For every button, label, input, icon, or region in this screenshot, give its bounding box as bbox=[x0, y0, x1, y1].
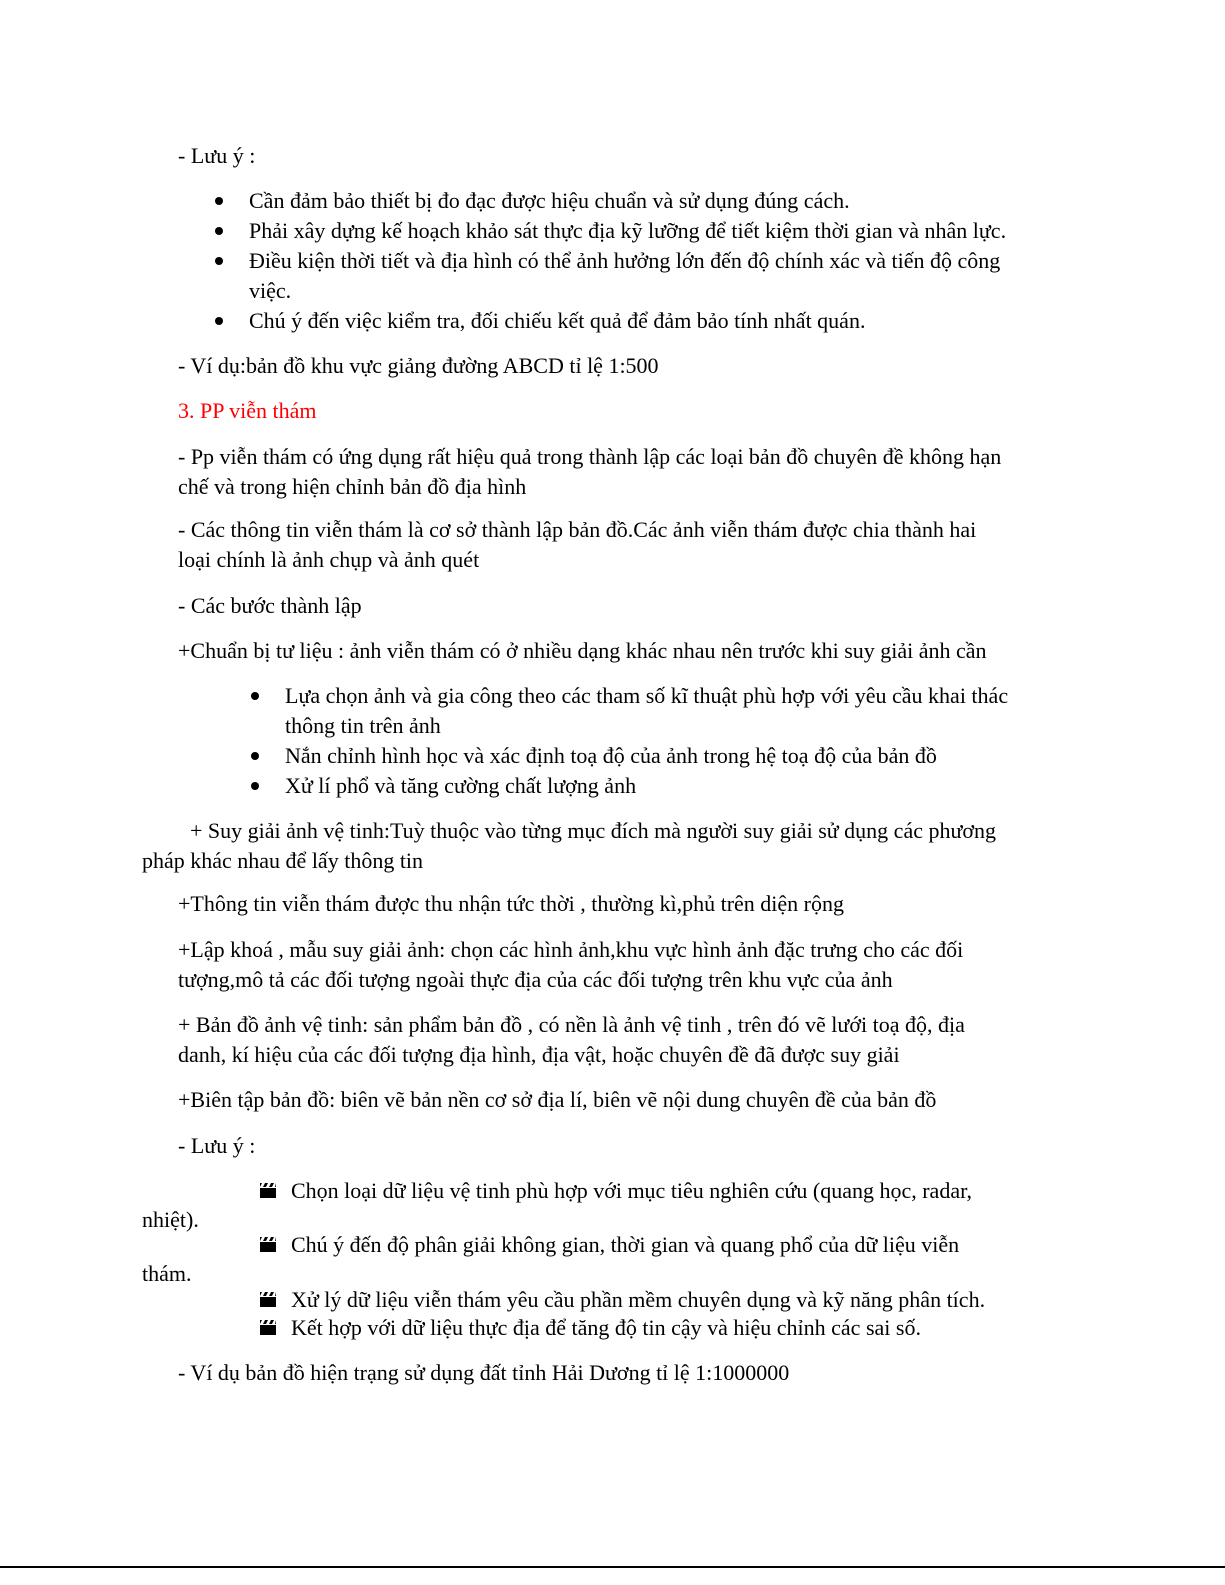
note-bullet: Chú ý đến việc kiểm tra, đối chiếu kết quả để đảm bảo tính nhất quán. bbox=[249, 308, 866, 333]
note2-item: Chú ý đến độ phân giải không gian, thời gian và quang phổ của dữ liệu viễn bbox=[291, 1232, 960, 1257]
note-heading: - Lưu ý : bbox=[178, 1133, 256, 1158]
paragraph: - Các thông tin viễn thám là cơ sở thành lập bản đồ.Các ảnh viễn thám được chia thành hai bbox=[178, 517, 977, 542]
note-bullet: Điều kiện thời tiết và địa hình có thể ảnh hưởng lớn đến độ chính xác và tiến độ công bbox=[249, 248, 1001, 273]
prep-bullet: Nắn chỉnh hình học và xác định toạ độ của ảnh trong hệ toạ độ của bản đồ bbox=[285, 743, 937, 768]
clapperboard-icon bbox=[259, 1319, 277, 1336]
steps-heading: - Các bước thành lập bbox=[178, 593, 362, 618]
note-bullet-cont: việc. bbox=[249, 278, 292, 303]
prep-bullet: Lựa chọn ảnh và gia công theo các tham số kĩ thuật phù hợp với yêu cầu khai thác bbox=[285, 683, 1009, 708]
info-line: +Thông tin viễn thám được thu nhận tức thời , thường kì,phủ trên diện rộng bbox=[178, 891, 844, 916]
bullet-dot bbox=[215, 227, 223, 235]
clapperboard-icon bbox=[259, 1182, 277, 1199]
bullet-dot bbox=[251, 752, 259, 760]
note-bullet: Phải xây dựng kế hoạch khảo sát thực địa kỹ lưỡng để tiết kiệm thời gian và nhân lực. bbox=[249, 218, 1007, 243]
section-title: 3. PP viễn thám bbox=[178, 398, 317, 423]
note2-item-cont: thám. bbox=[142, 1261, 192, 1286]
edit-line: +Biên tập bản đồ: biên vẽ bản nền cơ sở địa lí, biên vẽ nội dung chuyên đề của bản đồ bbox=[178, 1087, 937, 1112]
satmap-line: + Bản đồ ảnh vệ tinh: sản phẩm bản đồ , có nền là ảnh vệ tinh , trên đó vẽ lưới toạ độ, địa bbox=[178, 1012, 965, 1037]
example-line: - Ví dụ:bản đồ khu vực giảng đường ABCD tỉ lệ 1:500 bbox=[178, 353, 659, 378]
bullet-dot bbox=[251, 692, 259, 700]
example-line: - Ví dụ bản đồ hiện trạng sử dụng đất tỉnh Hải Dương tỉ lệ 1:1000000 bbox=[178, 1360, 790, 1385]
paragraph: - Pp viễn thám có ứng dụng rất hiệu quả trong thành lập các loại bản đồ chuyên đề không hạn bbox=[178, 444, 1002, 469]
note2-item: Chọn loại dữ liệu vệ tinh phù hợp với mục tiêu nghiên cứu (quang học, radar, bbox=[291, 1178, 973, 1203]
key-line: +Lập khoá , mẫu suy giải ảnh: chọn các hình ảnh,khu vực hình ảnh đặc trưng cho các đối bbox=[178, 937, 964, 962]
interpret-line: + Suy giải ảnh vệ tinh:Tuỳ thuộc vào từng mục đích mà người suy giải sử dụng các phương bbox=[190, 818, 997, 843]
key-line-cont: tượng,mô tả các đối tượng ngoài thực địa của các đối tượng trên khu vực của ảnh bbox=[178, 967, 893, 992]
note2-item: Kết hợp với dữ liệu thực địa để tăng độ tin cậy và hiệu chỉnh các sai số. bbox=[291, 1315, 921, 1340]
clapperboard-icon bbox=[259, 1291, 277, 1308]
note-heading: - Lưu ý : bbox=[178, 143, 256, 168]
paragraph-cont: chế và trong hiện chỉnh bản đồ địa hình bbox=[178, 474, 527, 499]
bullet-dot bbox=[215, 317, 223, 325]
note2-item-cont: nhiệt). bbox=[142, 1207, 199, 1232]
prep-line: +Chuẩn bị tư liệu : ảnh viễn thám có ở nhiều dạng khác nhau nên trước khi suy giải ảnh cần bbox=[178, 638, 987, 663]
satmap-line-cont: danh, kí hiệu của các đối tượng địa hình, địa vật, hoặc chuyên đề đã được suy giải bbox=[178, 1042, 900, 1067]
prep-bullet-cont: thông tin trên ảnh bbox=[285, 713, 441, 738]
clapperboard-icon bbox=[259, 1236, 277, 1253]
page-bottom-border bbox=[0, 1566, 1225, 1568]
bullet-dot bbox=[251, 782, 259, 790]
note2-item: Xử lý dữ liệu viễn thám yêu cầu phần mềm chuyên dụng và kỹ năng phân tích. bbox=[291, 1287, 986, 1312]
note-bullet: Cần đảm bảo thiết bị đo đạc được hiệu chuẩn và sử dụng đúng cách. bbox=[249, 188, 850, 213]
bullet-dot bbox=[215, 197, 223, 205]
bullet-dot bbox=[215, 257, 223, 265]
paragraph-cont: loại chính là ảnh chụp và ảnh quét bbox=[178, 547, 480, 572]
prep-bullet: Xử lí phổ và tăng cường chất lượng ảnh bbox=[285, 773, 637, 798]
interpret-line-cont: pháp khác nhau để lấy thông tin bbox=[142, 848, 424, 873]
